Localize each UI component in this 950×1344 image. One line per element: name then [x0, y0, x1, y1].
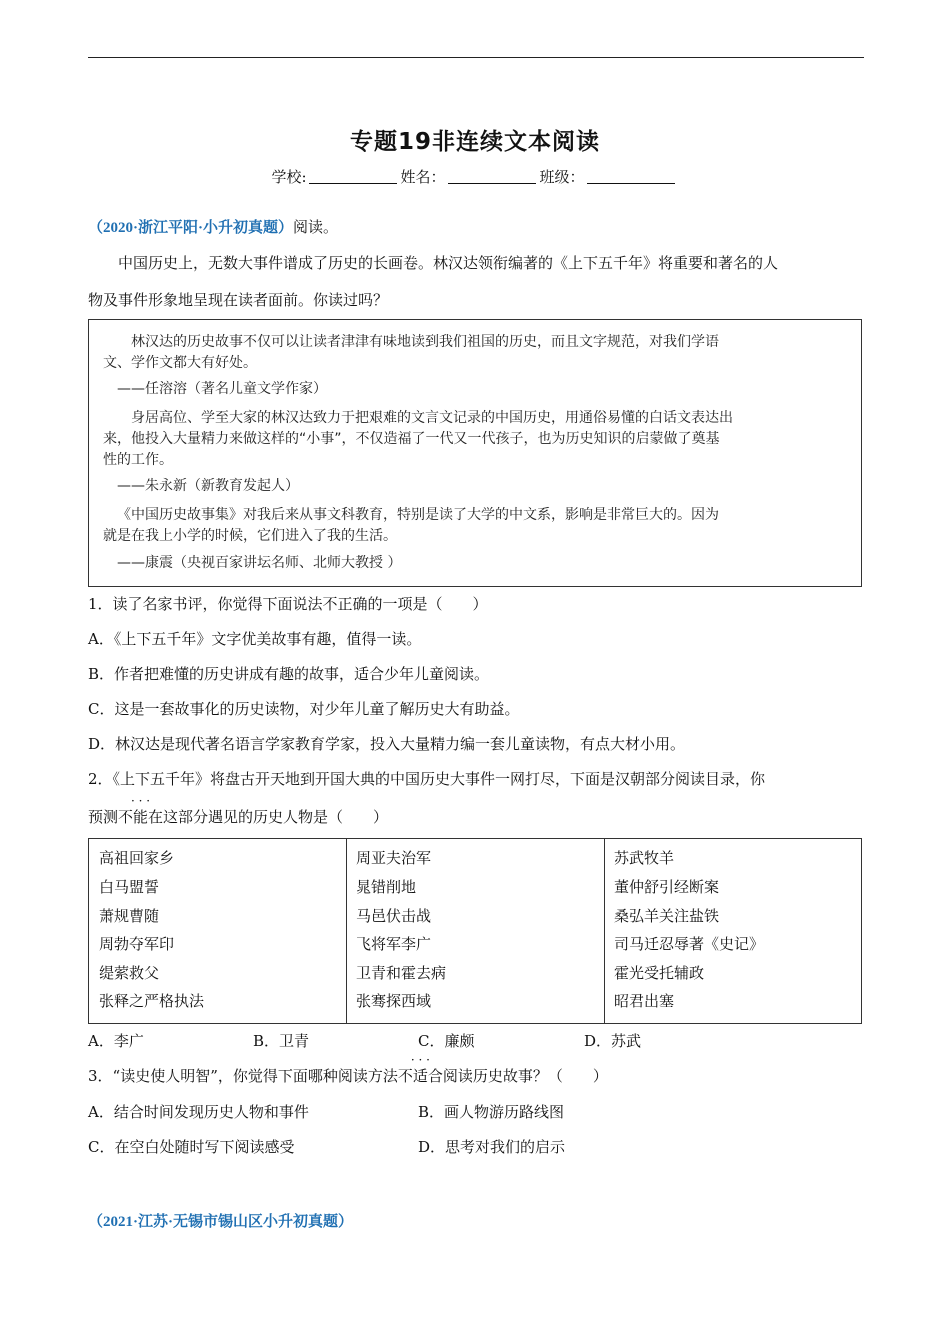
q2-option-b[interactable]: B．卫青 [253, 1032, 310, 1050]
page-title: 专题19非连续文本阅读 [349, 129, 600, 155]
toc-item: 董仲舒引经断案 [614, 878, 720, 896]
reviews-box [88, 319, 862, 587]
q1-option-c[interactable]: C．这是一套故事化的历史读物，对少年儿童了解历史大有助益。 [88, 700, 520, 718]
emphasis-dots: · · · [130, 794, 151, 808]
q2-stem-line2 [88, 794, 389, 827]
q3-emphasis-text: 不适合 [397, 1067, 443, 1085]
toc-item: 缇萦救父 [99, 964, 160, 982]
school-label: 学校: [271, 168, 307, 186]
toc-item: 高祖回家乡 [99, 849, 175, 867]
q1-option-b[interactable]: B．作者把难懂的历史讲成有趣的故事，适合少年儿童阅读。 [88, 665, 490, 683]
toc-item: 飞将军李广 [356, 935, 432, 953]
toc-item: 桑弘羊关注盐铁 [614, 907, 720, 925]
section1-source: （2020·浙江平阳·小升初真题） [88, 220, 294, 236]
q3-emphasis [397, 1053, 443, 1086]
section2-heading [88, 1210, 353, 1231]
toc-item: 周亚夫治军 [356, 849, 432, 867]
q3-option-b[interactable]: B．画人物游历路线图 [418, 1103, 565, 1121]
toc-item: 张释之严格执法 [99, 992, 205, 1010]
class-label: 班级： [539, 168, 585, 186]
toc-column [89, 839, 347, 1023]
review-line: 性的工作。 [103, 452, 173, 468]
q2-emphasis-text: 不能在 [118, 808, 164, 826]
review-line: 文、学作文都大有好处。 [103, 355, 257, 371]
q2-stem-line1: 2．《上下五千年》将盘古开天地到开国大典的中国历史大事件一网打尽，下面是汉朝部分阅读目录，你 [88, 770, 766, 788]
q1-option-d[interactable]: D．林汉达是现代著名语言学家教育学家，投入大量精力编一套儿童读物，有点大材小用。 [88, 735, 686, 753]
section2-source: （2021·江苏·无锡市锡山区小升初真题） [88, 1214, 354, 1230]
han-dynasty-toc-table [88, 838, 862, 1024]
section1-heading [88, 216, 338, 237]
toc-item: 白马盟誓 [99, 878, 160, 896]
q1-option-a[interactable]: A．《上下五千年》文字优美故事有趣，值得一读。 [88, 630, 422, 648]
q2-stem-post: 这部分遇见的历史人物是（ ） [163, 808, 389, 826]
intro-line-2: 物及事件形象地呈现在读者面前。你读过吗？ [88, 291, 389, 309]
review-signature: ——康震（央视百家讲坛名师、北师大教授 ） [117, 555, 402, 571]
q2-option-d[interactable]: D．苏武 [584, 1032, 642, 1050]
q3-option-d[interactable]: D．思考对我们的启示 [418, 1138, 566, 1156]
toc-item: 司马迁忍辱著《史记》 [614, 935, 765, 953]
toc-column [346, 839, 605, 1023]
section1-instruction: 阅读。 [293, 218, 339, 236]
toc-item: 马邑伏击战 [356, 907, 432, 925]
review-signature: ——朱永新（新教育发起人） [117, 478, 299, 494]
q2-option-a[interactable]: A．李广 [88, 1032, 144, 1050]
toc-item: 周勃夺军印 [99, 935, 175, 953]
q3-stem-pre: 3．“读史使人明智”，你觉得下面哪种阅读方法 [88, 1067, 398, 1085]
toc-item: 苏武牧羊 [614, 849, 675, 867]
q3-stem-post: 阅读历史故事？（ ） [442, 1067, 608, 1085]
q1-stem: 1．读了名家书评，你觉得下面说法不正确的一项是（ ） [88, 595, 488, 613]
intro-line-1: 中国历史上，无数大事件谱成了历史的长画卷。林汉达领衔编著的《上下五千年》将重要和著名的人 [118, 254, 779, 272]
review-line: 《中国历史故事集》对我后来从事文科教育，特别是读了大学的中文系，影响是非常巨大的。因为 [117, 507, 719, 523]
toc-item: 萧规曹随 [99, 907, 160, 925]
q2-emphasis [118, 794, 164, 827]
toc-item: 晁错削地 [356, 878, 417, 896]
q3-option-a[interactable]: A．结合时间发现历史人物和事件 [88, 1103, 309, 1121]
toc-item: 卫青和霍去病 [356, 964, 447, 982]
q2-stem-pre: 预测 [88, 808, 119, 826]
toc-item: 昭君出塞 [614, 992, 675, 1010]
class-blank [587, 183, 675, 184]
toc-item: 霍光受托辅政 [614, 964, 705, 982]
toc-column [604, 839, 861, 1023]
student-info-line [0, 166, 950, 187]
q3-stem [88, 1053, 608, 1086]
q2-option-c[interactable]: C．廉颇 [418, 1032, 475, 1050]
review-signature: ——任溶溶（著名儿童文学作家） [117, 381, 327, 397]
review-line: 就是在我上小学的时候，它们进入了我的生活。 [103, 528, 397, 544]
review-line: 林汉达的历史故事不仅可以让读者津津有味地读到我们祖国的历史，而且文字规范，对我们学语 [131, 334, 719, 350]
q3-option-c[interactable]: C．在空白处随时写下阅读感受 [88, 1138, 295, 1156]
review-line: 身居高位、学至大家的林汉达致力于把艰难的文言文记录的中国历史，用通俗易懂的白话文表达出 [131, 410, 733, 426]
emphasis-dots: · · · [410, 1053, 430, 1067]
review-line: 来，他投入大量精力来做这样的“小事”，不仅造福了一代又一代孩子，也为历史知识的启蒙做了奠基 [103, 431, 720, 447]
toc-item: 张骞探西域 [356, 992, 432, 1010]
name-label: 姓名： [400, 168, 446, 186]
school-blank [309, 183, 397, 184]
header-rule [88, 57, 864, 58]
name-blank [448, 183, 536, 184]
